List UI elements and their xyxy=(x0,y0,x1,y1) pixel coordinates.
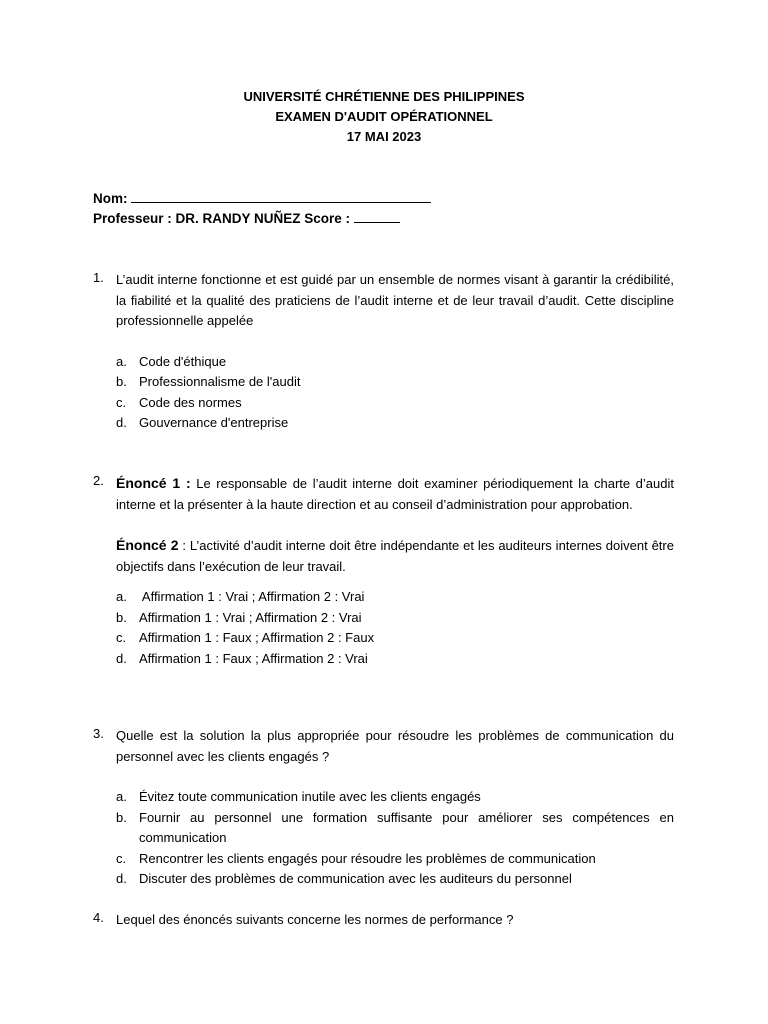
exam-header xyxy=(0,87,768,147)
option-letter: a. xyxy=(116,789,127,804)
name-blank[interactable] xyxy=(131,190,431,203)
question-text: Quelle est la solution la plus appropriée pour résoudre les problèmes de communication du personnel avec les clients engagés ? xyxy=(116,728,674,764)
question-text: L’audit interne fonctionne et est guidé par un ensemble de normes visant à garantir la crédibilité, la fiabilité et la qualité des praticiens de l’audit interne et de leur travail d’audit. Cette discipline professionnelle appelée xyxy=(116,272,674,328)
option-list xyxy=(93,352,674,434)
question-3 xyxy=(93,726,674,890)
option-a[interactable] xyxy=(93,352,674,373)
option-text: Code des normes xyxy=(139,394,242,410)
question-number: 1. xyxy=(93,270,104,285)
option-letter: c. xyxy=(116,394,127,410)
option-d[interactable] xyxy=(93,869,674,890)
option-d[interactable] xyxy=(93,413,674,434)
option-text: Rencontrer les clients engagés pour résoudre les problèmes de communication xyxy=(139,850,596,866)
question-2 xyxy=(93,473,674,669)
option-b[interactable] xyxy=(93,608,674,629)
option-list xyxy=(93,587,674,669)
university-name: UNIVERSITÉ CHRÉTIENNE DES PHILIPPINES xyxy=(243,89,525,104)
professor-line xyxy=(93,209,431,229)
option-d[interactable] xyxy=(93,649,674,670)
option-letter: d. xyxy=(116,415,127,430)
option-b[interactable] xyxy=(93,808,674,849)
option-letter: b. xyxy=(116,609,127,625)
question-1 xyxy=(93,270,674,434)
option-text: Gouvernance d'entreprise xyxy=(139,415,289,430)
option-text: Discuter des problèmes de communication avec les auditeurs du personnel xyxy=(139,871,572,886)
option-c[interactable] xyxy=(93,393,674,414)
option-text: Affirmation 1 : Vrai ; Affirmation 2 : Vrai xyxy=(139,589,365,604)
option-letter: b. xyxy=(116,374,127,389)
option-text: Affirmation 1 : Faux ; Affirmation 2 : Faux xyxy=(139,630,375,645)
option-text: Évitez toute communication inutile avec les clients engagés xyxy=(139,789,481,804)
option-c[interactable] xyxy=(93,849,674,870)
statement-1-label: Énoncé 1 : xyxy=(116,475,191,491)
statement-2 xyxy=(116,535,674,577)
option-text: Code d'éthique xyxy=(139,353,227,369)
question-text: Lequel des énoncés suivants concerne les normes de performance ? xyxy=(116,912,514,927)
question-number: 3. xyxy=(93,726,104,741)
option-text: Affirmation 1 : Vrai ; Affirmation 2 : Vrai xyxy=(139,609,362,625)
name-label: Nom: xyxy=(93,191,128,206)
option-list xyxy=(93,787,674,890)
option-letter: a. xyxy=(116,353,127,369)
score-blank[interactable] xyxy=(354,210,400,223)
option-a[interactable] xyxy=(93,787,674,808)
exam-date: 17 MAI 2023 xyxy=(346,129,422,144)
option-letter: d. xyxy=(116,871,127,886)
student-info xyxy=(93,189,431,229)
statement-2-text: : L’activité d’audit interne doit être indépendante et les auditeurs internes doivent être objectifs dans l’exécution de leur travail. xyxy=(116,538,674,574)
option-text: Affirmation 1 : Faux ; Affirmation 2 : Vrai xyxy=(139,650,368,666)
name-line xyxy=(93,189,431,209)
option-text: Professionnalisme de l'audit xyxy=(139,374,301,389)
option-letter: d. xyxy=(116,650,127,666)
exam-title: EXAMEN D'AUDIT OPÉRATIONNEL xyxy=(275,109,493,124)
option-b[interactable] xyxy=(93,372,674,393)
statement-1-text: Le responsable de l’audit interne doit examiner périodiquement la charte d’audit interne et la présenter à la haute direction et au conseil d’administration pour approbation. xyxy=(116,476,674,512)
option-a[interactable] xyxy=(93,587,674,608)
option-text: Fournir au personnel une formation suffisante pour améliorer ses compétences en communication xyxy=(139,809,674,845)
statement-1 xyxy=(116,473,674,515)
question-number: 2. xyxy=(93,473,104,488)
question-4 xyxy=(93,910,674,931)
option-letter: c. xyxy=(116,630,127,645)
option-letter: c. xyxy=(116,850,127,866)
option-letter: a. xyxy=(116,589,127,604)
option-c[interactable] xyxy=(93,628,674,649)
statement-2-label: Énoncé 2 xyxy=(116,537,179,553)
option-letter: b. xyxy=(116,809,127,825)
professor-label: Professeur : DR. RANDY NUÑEZ Score : xyxy=(93,211,351,226)
question-number: 4. xyxy=(93,910,104,925)
